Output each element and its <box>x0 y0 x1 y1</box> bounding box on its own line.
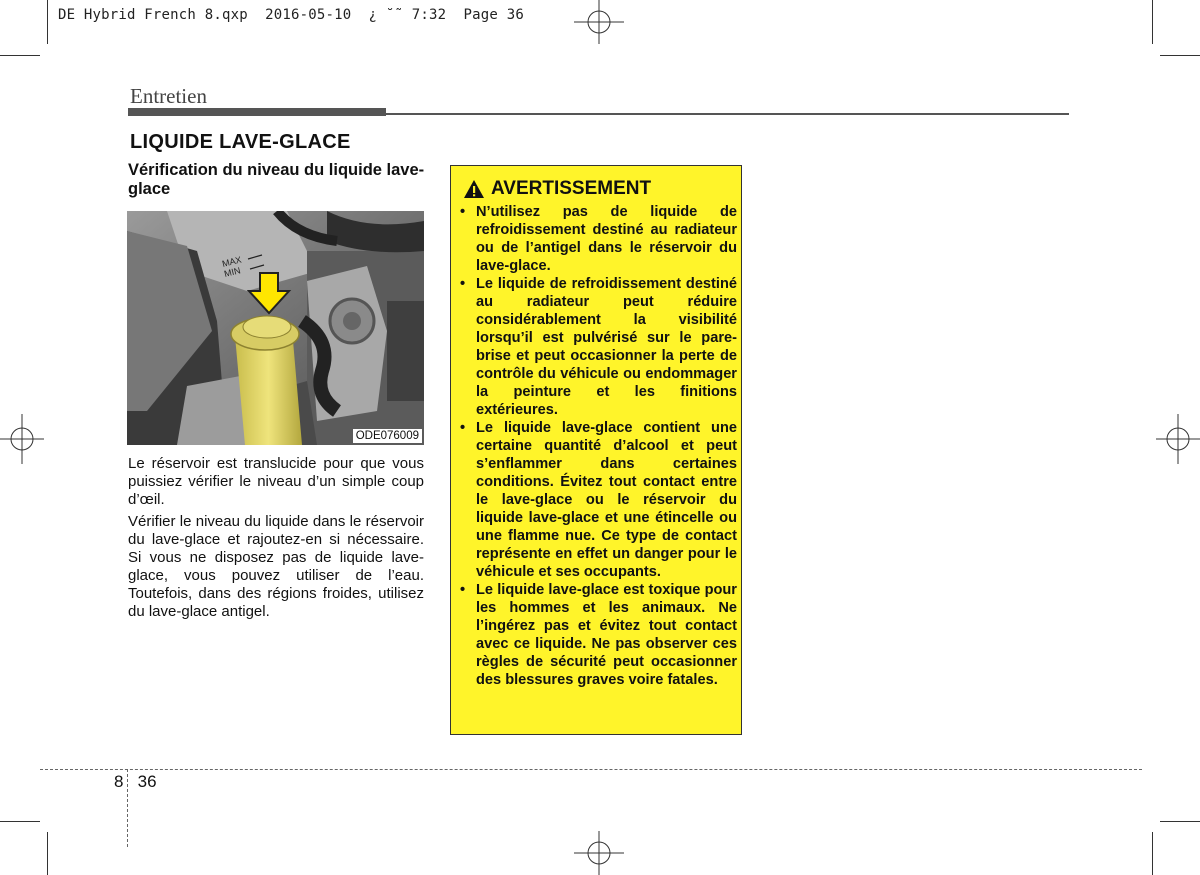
min-label: MIN <box>223 265 242 279</box>
page-number-value: 36 <box>137 772 157 791</box>
warning-item: • N’utilisez pas de liquide de refroidissement destiné au radiateur ou de l’antigel dans le réservoir du lave-glace. <box>459 203 737 275</box>
registration-mark-right <box>1156 414 1200 464</box>
registration-mark-top <box>574 0 624 44</box>
header-rule-thick <box>128 108 386 116</box>
chapter-number: 8 <box>114 772 124 791</box>
photo-caption: ODE076009 <box>353 429 422 443</box>
warning-header <box>463 178 651 200</box>
max-label: MAX <box>221 254 243 269</box>
main-heading: LIQUIDE LAVE-GLACE <box>130 131 351 153</box>
header-rule-thin <box>386 113 1069 115</box>
body-text <box>128 455 424 625</box>
warning-item: • Le liquide de refroidissement destiné au radiateur peut réduire considérablement la visibilité lorsqu’il est pulvérisé sur le pare-brise et peut occasionner la perte de contrôle du véhicule ou endommager la peinture et les finitions extérieures. <box>459 275 737 419</box>
washer-reservoir-illustration <box>127 211 424 445</box>
warning-item: • Le liquide lave-glace contient une certaine quantité d’alcool et peut s’enflammer dans certaines conditions. Évitez tout contact entre le lave-glace ou le réservoir du liquide lave-glace et une étincelle ou une flamme nue. Ce type de contact représente en effet un danger pour le véhicule et ses occupants. <box>459 419 737 581</box>
engine-bay-photo <box>127 211 424 445</box>
footer-dashed-rule <box>40 769 1142 770</box>
warning-title: AVERTISSEMENT <box>491 178 652 199</box>
print-slug: DE Hybrid French 8.qxp 2016-05-10 ¿ ˘˜ 7:32 Page 36 <box>58 7 524 23</box>
warning-list <box>459 203 737 689</box>
page-number <box>114 772 157 792</box>
section-title: Entretien <box>130 84 207 108</box>
warning-item: • Le liquide lave-glace est toxique pour les hommes et les animaux. Ne l’ingérez pas et évitez tout contact avec ce liquide. Ne pas observer ces règles de sécurité peut occasionner des blessures graves voire fatales. <box>459 581 737 689</box>
registration-mark-bottom <box>574 831 624 875</box>
paragraph-2: Vérifier le niveau du liquide dans le réservoir du lave-glace et rajoutez-en si nécessaire. Si vous ne disposez pas de liquide lave-glace, vous pouvez utiliser de l’eau. Toutefois, dans des régions froides, utilisez du lave-glace antigel. <box>128 513 424 620</box>
registration-mark-left <box>0 414 44 464</box>
warning-box <box>450 165 742 735</box>
paragraph-1: Le réservoir est translucide pour que vous puissiez vérifier le niveau d’un simple coup d’œil. <box>128 455 424 508</box>
sub-heading: Vérification du niveau du liquide lave-glace <box>128 161 425 198</box>
warning-triangle-icon <box>463 179 485 199</box>
